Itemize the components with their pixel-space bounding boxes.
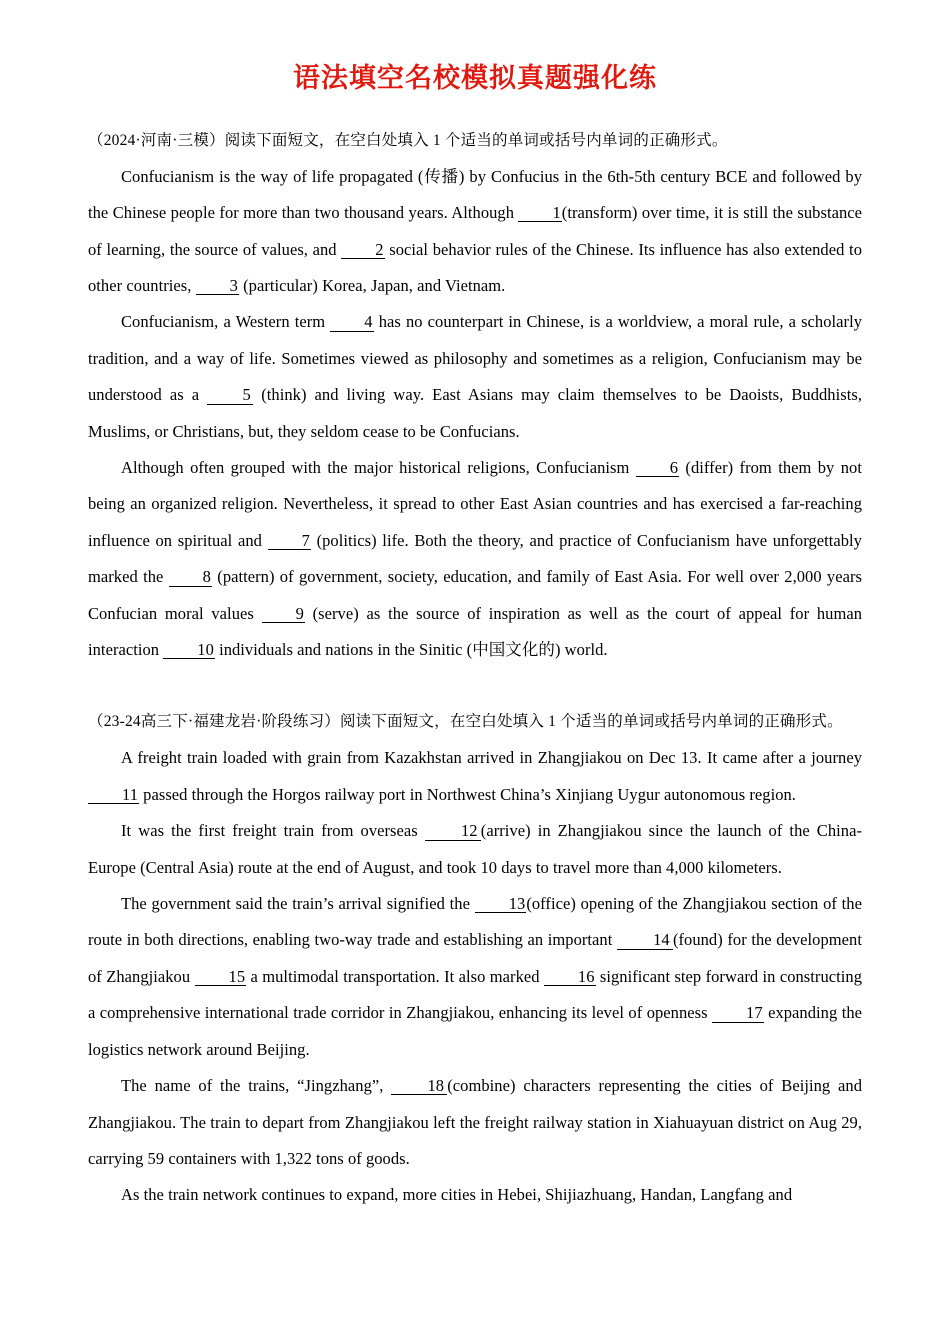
answer-blank-13[interactable]: 13 (475, 895, 527, 913)
answer-blank-10[interactable]: 10 (163, 641, 215, 659)
answer-blank-8[interactable]: 8 (169, 568, 212, 586)
passage-paragraph (88, 886, 862, 1068)
passage-text: has no counterpart in Chinese, is a worldview, a moral rule, a scholarly tradition, and a way of life. Sometimes viewed as philosophy and sometimes as a religion, Confucianism may be understood as a (88, 312, 863, 405)
passage-text: A freight train loaded with grain from Kazakhstan arrived in Zhangjiakou on Dec 13. It came after a journey (121, 748, 862, 768)
answer-blank-17[interactable]: 17 (712, 1004, 764, 1022)
passage-text: (serve) as the source of inspiration as well as the court of appeal for human interaction (88, 603, 863, 660)
answer-blank-2[interactable]: 2 (341, 241, 384, 259)
passage-paragraph (88, 1177, 862, 1213)
passage-text: (pattern) of government, society, education, and family of East Asia. For well over 2,000 years Confucian moral values (88, 567, 862, 623)
passage-text: (transform) over time, it is still the substance of learning, the source of values, and (88, 203, 862, 259)
answer-blank-6[interactable]: 6 (636, 459, 679, 477)
passage-text: The name of the trains, “Jingzhang”, (121, 1076, 392, 1096)
passage-text: social behavior rules of the Chinese. Its influence has also extended to other countries, (88, 239, 862, 295)
answer-blank-14[interactable]: 14 (617, 931, 673, 949)
passage-paragraph (88, 450, 862, 668)
answer-blank-18[interactable]: 18 (391, 1077, 447, 1095)
passage-text: (politics) life. Both the theory, and practice of Confucianism have unforgettably marked the (88, 530, 862, 587)
passage-body-2 (88, 740, 862, 1213)
passage-body-1 (88, 159, 862, 669)
passage-text: (found) for the development of Zhangjiakou (88, 930, 862, 986)
answer-blank-16[interactable]: 16 (544, 968, 596, 986)
passage-text: significant step forward in constructing a comprehensive international trade corridor in Zhangjiakou, enhancing its level of openness (88, 966, 862, 1023)
answer-blank-4[interactable]: 4 (330, 313, 373, 331)
answer-blank-7[interactable]: 7 (268, 532, 311, 550)
answer-blank-12[interactable]: 12 (425, 822, 481, 840)
passage-text: Confucianism is the way of life propagated (传播) by Confucius in the 6th-5th century BCE and followed by the Chinese people for more than two thousand years. Although (88, 166, 862, 223)
page-title: 语法填空名校模拟真题强化练 (293, 63, 657, 93)
passage-text: (differ) from them by not being an organized religion. Nevertheless, it spread to other East Asian countries and has exercised a far-reaching influence on spiritual and (88, 458, 862, 550)
section-divider (88, 668, 862, 704)
passage-text: Although often grouped with the major historical religions, Confucianism (121, 458, 636, 477)
passage-instruction: （23-24高三下·福建龙岩·阶段练习）阅读下面短文，在空白处填入 1 个适当的单词或括号内单词的正确形式。 (88, 713, 843, 731)
answer-blank-5[interactable]: 5 (207, 386, 253, 404)
answer-blank-15[interactable]: 15 (195, 968, 247, 986)
passage-text: (think) and living way. East Asians may claim themselves to be Daoists, Buddhists, Muslims, or Christians, but, they seldom cease to be Confucians. (88, 385, 862, 441)
passage-text: (arrive) in Zhangjiakou since the launch of the China-Europe (Central Asia) route at the end of August, and took 10 days to travel more than 4,000 kilometers. (88, 821, 862, 877)
passage-text: a multimodal transportation. It also marked (246, 966, 544, 986)
passage-text: It was the first freight train from overseas (121, 821, 425, 841)
answer-blank-1[interactable]: 1 (518, 204, 561, 222)
passage-text: passed through the Horgos railway port in Northwest China’s Xinjiang Uygur autonomous region. (139, 784, 796, 804)
answer-blank-11[interactable]: 11 (88, 786, 139, 804)
passage-text: (combine) characters representing the cities of Beijing and Zhangjiakou. The train to depart from Zhangjiakou left the freight railway station in Xiahuayuan district on Aug 29, carrying 59 containers with 1,322 tons of goods. (88, 1076, 863, 1168)
passage-paragraph (88, 159, 862, 305)
answer-blank-3[interactable]: 3 (196, 277, 239, 295)
passage-text: (particular) Korea, Japan, and Vietnam. (238, 275, 506, 295)
passage-section-1 (88, 123, 862, 669)
passage-paragraph (88, 304, 862, 450)
passage-section-2 (88, 704, 862, 1213)
passage-paragraph (88, 1068, 862, 1177)
passage-paragraph (88, 740, 862, 813)
passage-text: As the train network continues to expand, more cities in Hebei, Shijiazhuang, Handan, Langfang and (121, 1185, 793, 1205)
passage-text: Confucianism, a Western term (121, 312, 331, 332)
passage-paragraph (88, 813, 862, 886)
passage-text: expanding the logistics network around Beijing. (88, 1003, 862, 1059)
answer-blank-9[interactable]: 9 (262, 605, 305, 623)
passage-text: The government said the train’s arrival signified the (121, 894, 475, 914)
passage-instruction: （2024·河南·三模）阅读下面短文，在空白处填入 1 个适当的单词或括号内单词的正确形式。 (88, 131, 728, 149)
passage-text: individuals and nations in the Sinitic (中国文化的) world. (214, 640, 608, 660)
passage-text: (office) opening of the Zhangjiakou section of the route in both directions, enabling two-way trade and establishing an important (88, 894, 862, 950)
